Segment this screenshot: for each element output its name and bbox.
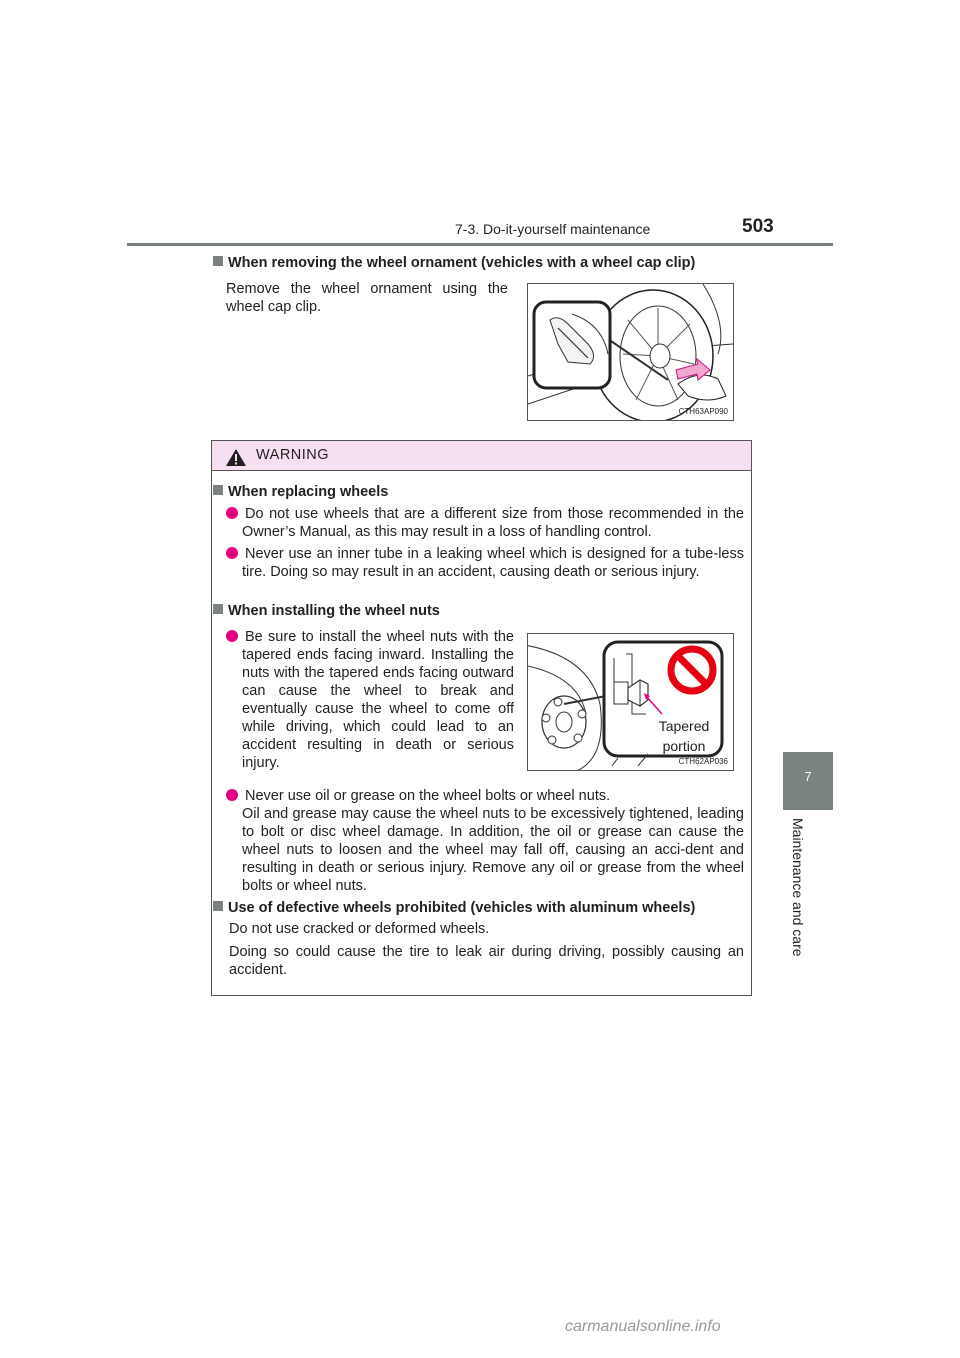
square-bullet-icon xyxy=(213,901,223,911)
defective-text-1: Do not use cracked or deformed wheels. xyxy=(229,921,490,937)
square-bullet-icon xyxy=(213,256,223,266)
chapter-tab xyxy=(783,752,833,810)
square-bullet-icon xyxy=(213,604,223,614)
chapter-number: 7 xyxy=(804,769,812,784)
figure-id: CTH63AP090 xyxy=(678,407,728,416)
list-item: Never use oil or grease on the wheel bolts or wheel nuts. Oil and grease may cause the wheel nuts to be excessively tightened, leading to bolt or disc wheel damage. In addition, the oil or grease can cause the wheel nuts to loosen and the wheel may fall off, causing an acci-dent and resulting in death or serious injury. Remove any oil or grease from the wheel bolts or wheel nuts. xyxy=(226,787,744,895)
section-title: 7-3. Do-it-yourself maintenance xyxy=(455,221,651,237)
list-item: Never use an inner tube in a leaking wheel which is designed for a tube-less tire. Doing so may result in an accident, causing death or serious injury. xyxy=(226,545,744,581)
section-heading: When removing the wheel ornament (vehicles with a wheel cap clip) xyxy=(213,255,695,271)
chapter-title: Maintenance and care xyxy=(790,818,806,957)
bullet-dot-icon xyxy=(226,789,238,801)
wheel-nut-figure xyxy=(527,633,734,771)
warning-subheading-nuts: When installing the wheel nuts xyxy=(213,603,440,619)
intro-text: Remove the wheel ornament using the wheel cap clip. xyxy=(226,281,508,315)
list-item-continuation: Oil and grease may cause the wheel nuts to be excessively tightened, leading to bolt or disc wheel damage. In addition, the oil or grease can cause the wheel nuts to loosen and the wheel may fall off, causing an acci-dent and resulting in death or serious injury. Remove any oil or grease from the wheel bolts or wheel nuts. xyxy=(242,806,744,894)
bullet-dot-icon xyxy=(226,630,238,642)
warning-triangle-icon xyxy=(225,448,247,467)
list-item: Do not use wheels that are a different size from those recommended in the Owner’s Manual, as this may result in a loss of handling control. xyxy=(226,505,744,541)
wheel-cap-clip-figure xyxy=(527,283,734,421)
header-rule xyxy=(127,243,833,246)
square-bullet-icon xyxy=(213,485,223,495)
figure-id: CTH62AP036 xyxy=(678,757,728,766)
wheel-cap-clip-illustration xyxy=(528,284,733,420)
tapered-portion-label: Tapered portion xyxy=(658,718,710,754)
warning-subheading-replacing: When replacing wheels xyxy=(213,484,388,500)
watermark: carmanualsonline.info xyxy=(565,1318,721,1335)
bullet-dot-icon xyxy=(226,507,238,519)
list-item: Be sure to install the wheel nuts with the tapered ends facing inward. Installing the nuts with the tapered ends facing outward can cause the wheel to break and eventually cause the wheel to come off while driving, which could lead to an accident resulting in death or serious injury. xyxy=(226,628,514,772)
defective-text-2: Doing so could cause the tire to leak air during driving, possibly causing an accident. xyxy=(229,944,744,978)
warning-subheading-defective: Use of defective wheels prohibited (vehicles with aluminum wheels) xyxy=(213,900,695,916)
bullet-dot-icon xyxy=(226,547,238,559)
page-number: 503 xyxy=(742,216,774,237)
warning-title: WARNING xyxy=(256,447,330,463)
